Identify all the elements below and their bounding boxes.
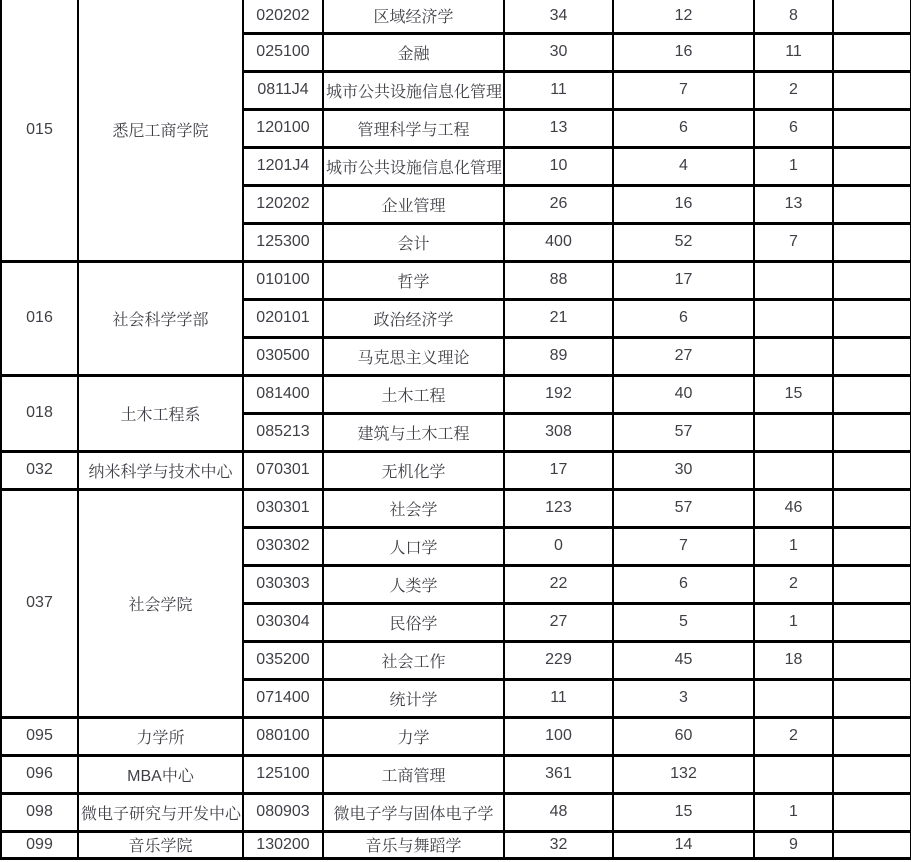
program-code-cell: 030302 (243, 527, 323, 565)
table-row (1, 489, 911, 527)
empty-cell (833, 337, 911, 375)
dept-code-cell: 018 (1, 375, 78, 451)
stat-3-cell: 11 (754, 33, 833, 71)
stat-2-cell: 52 (613, 223, 754, 261)
program-code-cell: 071400 (243, 679, 323, 717)
stat-2-cell: 15 (613, 793, 754, 831)
stat-1-cell: 88 (504, 261, 613, 299)
empty-cell (833, 793, 911, 831)
dept-name-cell: 力学所 (78, 717, 243, 755)
program-code-cell: 080100 (243, 717, 323, 755)
stat-3-cell: 2 (754, 565, 833, 603)
stat-1-cell: 26 (504, 185, 613, 223)
stat-3-cell: 1 (754, 793, 833, 831)
empty-cell (833, 413, 911, 451)
program-name-cell: 土木工程 (323, 375, 504, 413)
stat-2-cell: 57 (613, 413, 754, 451)
empty-cell (833, 71, 911, 109)
stat-3-cell: 1 (754, 147, 833, 185)
program-code-cell: 020202 (243, 0, 323, 33)
program-name-cell: 无机化学 (323, 451, 504, 489)
program-code-cell: 1201J4 (243, 147, 323, 185)
table-row (1, 0, 911, 33)
stat-3-cell: 1 (754, 527, 833, 565)
program-name-cell: 管理科学与工程 (323, 109, 504, 147)
stat-1-cell: 30 (504, 33, 613, 71)
program-name-cell: 建筑与土木工程 (323, 413, 504, 451)
program-name-cell: 力学 (323, 717, 504, 755)
program-code-cell: 020101 (243, 299, 323, 337)
program-name-cell: 社会工作 (323, 641, 504, 679)
program-code-cell: 030304 (243, 603, 323, 641)
stat-2-cell: 17 (613, 261, 754, 299)
stat-1-cell: 192 (504, 375, 613, 413)
stat-3-cell (754, 337, 833, 375)
stat-2-cell: 16 (613, 33, 754, 71)
stat-1-cell: 11 (504, 679, 613, 717)
stat-3-cell: 1 (754, 603, 833, 641)
stat-2-cell: 132 (613, 755, 754, 793)
dept-code-cell: 096 (1, 755, 78, 793)
dept-code-cell: 099 (1, 831, 78, 858)
empty-cell (833, 147, 911, 185)
program-name-cell: 工商管理 (323, 755, 504, 793)
stat-3-cell: 2 (754, 71, 833, 109)
stat-2-cell: 57 (613, 489, 754, 527)
dept-code-cell: 016 (1, 261, 78, 375)
table-row (1, 793, 911, 831)
program-code-cell: 125100 (243, 755, 323, 793)
stat-3-cell: 18 (754, 641, 833, 679)
program-code-cell: 081400 (243, 375, 323, 413)
dept-name-cell: 音乐学院 (78, 831, 243, 858)
dept-name-cell: 社会学院 (78, 489, 243, 717)
program-name-cell: 音乐与舞蹈学 (323, 831, 504, 858)
stat-2-cell: 27 (613, 337, 754, 375)
dept-code-cell: 037 (1, 489, 78, 717)
empty-cell (833, 489, 911, 527)
stat-3-cell (754, 451, 833, 489)
program-name-cell: 社会学 (323, 489, 504, 527)
empty-cell (833, 755, 911, 793)
program-code-cell: 010100 (243, 261, 323, 299)
program-code-cell: 035200 (243, 641, 323, 679)
program-code-cell: 085213 (243, 413, 323, 451)
dept-name-cell: 微电子研究与开发中心 (78, 793, 243, 831)
table-row (1, 375, 911, 413)
stat-2-cell: 45 (613, 641, 754, 679)
dept-code-cell: 095 (1, 717, 78, 755)
empty-cell (833, 33, 911, 71)
program-code-cell: 030303 (243, 565, 323, 603)
program-name-cell: 企业管理 (323, 185, 504, 223)
dept-name-cell: 土木工程系 (78, 375, 243, 451)
program-name-cell: 马克思主义理论 (323, 337, 504, 375)
stat-3-cell: 9 (754, 831, 833, 858)
stat-1-cell: 123 (504, 489, 613, 527)
table-row (1, 451, 911, 489)
empty-cell (833, 831, 911, 858)
stat-1-cell: 361 (504, 755, 613, 793)
stat-3-cell (754, 299, 833, 337)
program-name-cell: 金融 (323, 33, 504, 71)
empty-cell (833, 185, 911, 223)
stat-3-cell (754, 413, 833, 451)
stat-3-cell (754, 261, 833, 299)
stat-2-cell: 5 (613, 603, 754, 641)
program-code-cell: 025100 (243, 33, 323, 71)
stat-1-cell: 229 (504, 641, 613, 679)
stat-2-cell: 3 (613, 679, 754, 717)
stat-1-cell: 21 (504, 299, 613, 337)
table-row (1, 831, 911, 858)
dept-name-cell: MBA中心 (78, 755, 243, 793)
empty-cell (833, 109, 911, 147)
dept-name-cell: 纳米科学与技术中心 (78, 451, 243, 489)
program-code-cell: 070301 (243, 451, 323, 489)
program-code-cell: 130200 (243, 831, 323, 858)
empty-cell (833, 299, 911, 337)
stat-2-cell: 30 (613, 451, 754, 489)
stat-1-cell: 32 (504, 831, 613, 858)
stat-3-cell: 7 (754, 223, 833, 261)
stat-2-cell: 12 (613, 0, 754, 33)
stat-3-cell: 15 (754, 375, 833, 413)
stat-1-cell: 89 (504, 337, 613, 375)
empty-cell (833, 565, 911, 603)
stat-1-cell: 48 (504, 793, 613, 831)
program-name-cell: 人类学 (323, 565, 504, 603)
program-name-cell: 统计学 (323, 679, 504, 717)
table-row (1, 717, 911, 755)
stat-3-cell (754, 679, 833, 717)
empty-cell (833, 223, 911, 261)
program-name-cell: 人口学 (323, 527, 504, 565)
empty-cell (833, 717, 911, 755)
stat-2-cell: 6 (613, 299, 754, 337)
stat-1-cell: 400 (504, 223, 613, 261)
empty-cell (833, 261, 911, 299)
stat-2-cell: 4 (613, 147, 754, 185)
stat-1-cell: 308 (504, 413, 613, 451)
stat-2-cell: 60 (613, 717, 754, 755)
stat-1-cell: 10 (504, 147, 613, 185)
stat-3-cell: 13 (754, 185, 833, 223)
empty-cell (833, 641, 911, 679)
stat-1-cell: 11 (504, 71, 613, 109)
stat-1-cell: 17 (504, 451, 613, 489)
stat-2-cell: 16 (613, 185, 754, 223)
program-name-cell: 哲学 (323, 261, 504, 299)
program-name-cell: 政治经济学 (323, 299, 504, 337)
dept-name-cell: 悉尼工商学院 (78, 0, 243, 261)
program-name-cell: 民俗学 (323, 603, 504, 641)
table-row (1, 261, 911, 299)
program-name-cell: 区域经济学 (323, 0, 504, 33)
dept-name-cell: 社会科学学部 (78, 261, 243, 375)
stat-1-cell: 27 (504, 603, 613, 641)
empty-cell (833, 603, 911, 641)
dept-code-cell: 098 (1, 793, 78, 831)
stat-3-cell: 6 (754, 109, 833, 147)
stat-1-cell: 34 (504, 0, 613, 33)
stat-3-cell: 8 (754, 0, 833, 33)
program-name-cell: 会计 (323, 223, 504, 261)
program-code-cell: 120202 (243, 185, 323, 223)
stat-1-cell: 22 (504, 565, 613, 603)
stat-2-cell: 14 (613, 831, 754, 858)
program-code-cell: 030301 (243, 489, 323, 527)
empty-cell (833, 0, 911, 33)
stat-3-cell: 46 (754, 489, 833, 527)
empty-cell (833, 375, 911, 413)
admissions-table-body (1, 0, 911, 858)
program-code-cell: 125300 (243, 223, 323, 261)
program-code-cell: 030500 (243, 337, 323, 375)
program-name-cell: 城市公共设施信息化管理 (323, 147, 504, 185)
program-code-cell: 120100 (243, 109, 323, 147)
stat-2-cell: 6 (613, 109, 754, 147)
stat-1-cell: 0 (504, 527, 613, 565)
empty-cell (833, 451, 911, 489)
stat-3-cell: 2 (754, 717, 833, 755)
table-row (1, 755, 911, 793)
stat-2-cell: 40 (613, 375, 754, 413)
program-name-cell: 城市公共设施信息化管理 (323, 71, 504, 109)
dept-code-cell: 032 (1, 451, 78, 489)
dept-code-cell: 015 (1, 0, 78, 261)
stat-1-cell: 13 (504, 109, 613, 147)
stat-2-cell: 6 (613, 565, 754, 603)
stat-1-cell: 100 (504, 717, 613, 755)
program-name-cell: 微电子学与固体电子学 (323, 793, 504, 831)
program-code-cell: 080903 (243, 793, 323, 831)
stat-3-cell (754, 755, 833, 793)
stat-2-cell: 7 (613, 71, 754, 109)
empty-cell (833, 527, 911, 565)
program-code-cell: 0811J4 (243, 71, 323, 109)
stat-2-cell: 7 (613, 527, 754, 565)
empty-cell (833, 679, 911, 717)
